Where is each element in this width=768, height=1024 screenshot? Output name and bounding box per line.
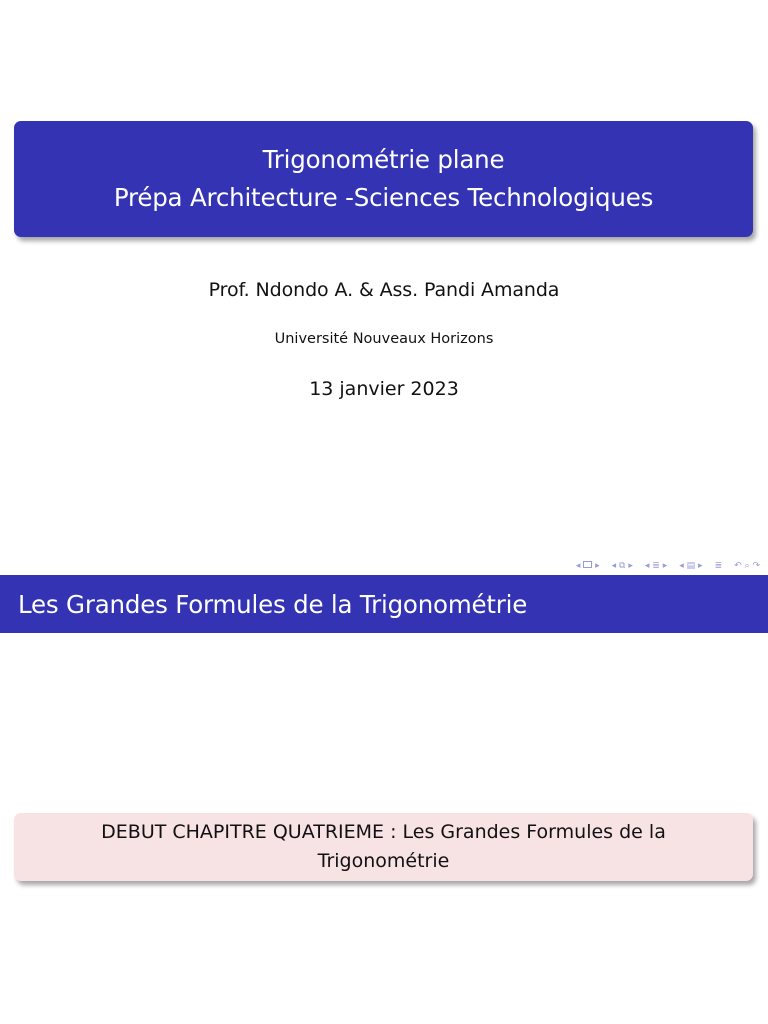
alert-text-line1: DEBUT CHAPITRE QUATRIEME : Les Grandes Formules de la — [101, 821, 666, 843]
title-block — [14, 121, 753, 237]
search-icon[interactable]: ⌕ — [744, 561, 750, 571]
nav-frame-group[interactable] — [576, 561, 600, 571]
presentation-title: Trigonométrie plane — [262, 145, 505, 174]
nav-search-group[interactable] — [734, 561, 760, 571]
arrow-left-icon[interactable]: ◂ — [644, 561, 650, 571]
date-line: 13 janvier 2023 — [309, 378, 459, 400]
arrow-right-icon[interactable]: ▸ — [628, 561, 633, 571]
frame-title: Les Grandes Formules de la Trigonométrie — [18, 589, 528, 619]
appendix-icon[interactable]: ≣ — [714, 561, 723, 571]
author-line: Prof. Ndondo A. & Ass. Pandi Amanda — [208, 279, 560, 301]
section-icon[interactable]: ≣ — [652, 561, 660, 571]
frame-icon[interactable] — [583, 561, 592, 568]
alert-text-line2: Trigonométrie — [317, 850, 450, 872]
arrow-left-icon[interactable]: ◂ — [575, 561, 581, 571]
subsection-icon[interactable]: ⧉ — [619, 561, 626, 571]
institute-line: Université Nouveaux Horizons — [274, 331, 494, 347]
arrow-left-icon[interactable]: ◂ — [611, 561, 617, 571]
frame-title-bar — [0, 575, 768, 633]
arrow-left-icon[interactable]: ◂ — [679, 561, 684, 571]
forward-icon[interactable]: ↷ — [752, 561, 760, 571]
back-icon[interactable]: ↶ — [734, 561, 742, 571]
document-icon[interactable]: ▤ — [686, 561, 696, 571]
arrow-right-icon[interactable]: ▸ — [698, 561, 703, 571]
nav-appendix-group[interactable] — [715, 561, 723, 571]
arrow-right-icon[interactable]: ▸ — [595, 561, 600, 571]
chapter-alert-block — [14, 813, 753, 881]
arrow-right-icon[interactable]: ▸ — [662, 561, 668, 571]
presentation-subtitle: Prépa Architecture -Sciences Technologiques — [113, 183, 654, 212]
nav-part-group[interactable] — [679, 561, 702, 571]
beamer-navigation-bar — [567, 561, 760, 571]
nav-subsection-group[interactable] — [612, 561, 633, 571]
nav-section-group[interactable] — [645, 561, 667, 571]
